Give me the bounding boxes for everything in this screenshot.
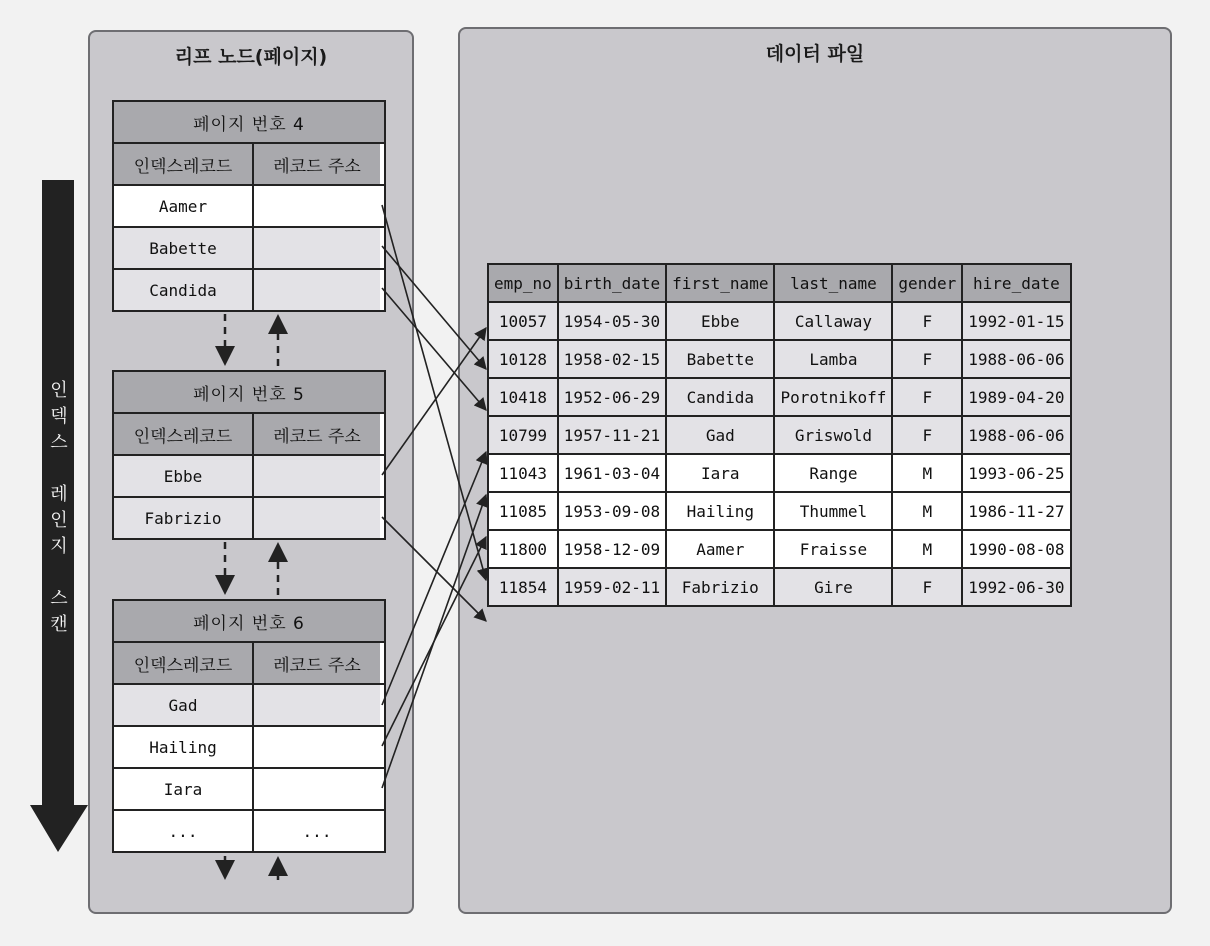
index-page-4 (112, 100, 386, 312)
table-cell: Fraisse (774, 530, 892, 568)
record-address (254, 727, 380, 767)
table-cell: 10128 (488, 340, 558, 378)
record-address (254, 228, 380, 268)
col-header-index-record: 인덱스레코드 (114, 414, 254, 454)
table-cell: 10418 (488, 378, 558, 416)
scan-label-char: 덱 (50, 406, 68, 427)
index-range-scan-label (44, 378, 74, 638)
table-cell: Aamer (666, 530, 774, 568)
table-cell: 11043 (488, 454, 558, 492)
table-cell: M (892, 454, 962, 492)
index-page-6 (112, 599, 386, 853)
table-cell: 1959-02-11 (558, 568, 666, 606)
data-panel-title: 데이터 파일 (765, 43, 865, 65)
table-cell: Candida (666, 378, 774, 416)
table-cell: 1992-01-15 (962, 302, 1070, 340)
table-cell: 1953-09-08 (558, 492, 666, 530)
table-cell: Thummel (774, 492, 892, 530)
col-header: gender (892, 264, 962, 302)
record-address (254, 186, 380, 226)
scan-label-char: 스 (50, 432, 68, 453)
record-address (254, 769, 380, 809)
col-header-index-record: 인덱스레코드 (114, 144, 254, 184)
scan-label-gap (44, 456, 74, 482)
table-row (488, 416, 1071, 454)
col-header-index-record: 인덱스레코드 (114, 643, 254, 683)
table-cell: Fabrizio (666, 568, 774, 606)
table-cell: F (892, 568, 962, 606)
page-title: 페이지 번호 6 (114, 601, 384, 641)
table-cell: 1988-06-06 (962, 340, 1070, 378)
table-cell: Lamba (774, 340, 892, 378)
index-page-5 (112, 370, 386, 540)
col-header: emp_no (488, 264, 558, 302)
index-key: Candida (114, 270, 254, 310)
index-key: Ebbe (114, 456, 254, 496)
leaf-panel-title: 리프 노드(페이지) (174, 46, 328, 68)
page-title: 페이지 번호 5 (114, 372, 384, 412)
scan-label-char: 스 (50, 588, 68, 609)
index-key: Gad (114, 685, 254, 725)
table-cell: M (892, 530, 962, 568)
record-address (254, 270, 380, 310)
table-cell: Ebbe (666, 302, 774, 340)
table-cell: Gire (774, 568, 892, 606)
table-cell: 1958-12-09 (558, 530, 666, 568)
record-address (254, 456, 380, 496)
index-key: Hailing (114, 727, 254, 767)
scan-label-gap (44, 560, 74, 586)
table-cell: 1952-06-29 (558, 378, 666, 416)
table-cell: 1957-11-21 (558, 416, 666, 454)
table-row (488, 378, 1071, 416)
index-key: Iara (114, 769, 254, 809)
table-cell: Gad (666, 416, 774, 454)
index-key-ellipsis: ... (114, 811, 254, 851)
table-cell: 1988-06-06 (962, 416, 1070, 454)
col-header: birth_date (558, 264, 666, 302)
table-cell: F (892, 340, 962, 378)
table-header-row (488, 264, 1071, 302)
scan-label-char: 캔 (50, 614, 68, 635)
table-row (488, 340, 1071, 378)
table-cell: 10799 (488, 416, 558, 454)
table-cell: Iara (666, 454, 774, 492)
employee-data-table (487, 263, 1072, 607)
scan-label-char: 인 (50, 380, 68, 401)
page-title: 페이지 번호 4 (114, 102, 384, 142)
record-address-ellipsis: ... (254, 811, 380, 851)
table-cell: Callaway (774, 302, 892, 340)
table-cell: Griswold (774, 416, 892, 454)
table-cell: M (892, 492, 962, 530)
table-cell: F (892, 416, 962, 454)
record-address (254, 685, 380, 725)
table-cell: 1954-05-30 (558, 302, 666, 340)
table-cell: 11854 (488, 568, 558, 606)
table-row (488, 530, 1071, 568)
table-cell: 1989-04-20 (962, 378, 1070, 416)
table-cell: 1990-08-08 (962, 530, 1070, 568)
scan-label-char: 지 (50, 536, 68, 557)
table-cell: F (892, 302, 962, 340)
table-row (488, 454, 1071, 492)
table-cell: 1993-06-25 (962, 454, 1070, 492)
table-cell: 11085 (488, 492, 558, 530)
table-cell: 10057 (488, 302, 558, 340)
col-header: hire_date (962, 264, 1070, 302)
table-cell: Babette (666, 340, 774, 378)
col-header-record-address: 레코드 주소 (254, 643, 380, 683)
table-cell: Hailing (666, 492, 774, 530)
table-cell: 11800 (488, 530, 558, 568)
table-row (488, 492, 1071, 530)
table-cell: 1986-11-27 (962, 492, 1070, 530)
index-key: Aamer (114, 186, 254, 226)
col-header: last_name (774, 264, 892, 302)
col-header-record-address: 레코드 주소 (254, 414, 380, 454)
index-key: Fabrizio (114, 498, 254, 538)
table-cell: F (892, 378, 962, 416)
table-cell: 1992-06-30 (962, 568, 1070, 606)
table-cell: Range (774, 454, 892, 492)
record-address (254, 498, 380, 538)
table-cell: 1961-03-04 (558, 454, 666, 492)
table-cell: 1958-02-15 (558, 340, 666, 378)
table-row (488, 302, 1071, 340)
table-cell: Porotnikoff (774, 378, 892, 416)
scan-label-char: 레 (50, 484, 68, 505)
table-row (488, 568, 1071, 606)
scan-label-char: 인 (50, 510, 68, 531)
col-header: first_name (666, 264, 774, 302)
col-header-record-address: 레코드 주소 (254, 144, 380, 184)
index-key: Babette (114, 228, 254, 268)
